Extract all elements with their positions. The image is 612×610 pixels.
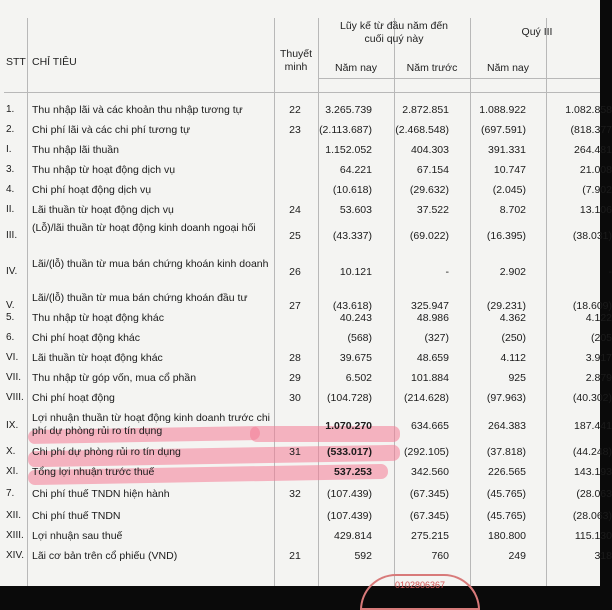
row-value-luy-ke-nam-nay: 64.221 — [340, 164, 372, 177]
row-value-quy-nam-truoc: 318 — [594, 550, 612, 563]
row-value-luy-ke-nam-nay: 10.121 — [340, 266, 372, 279]
header-luy-ke-line2: cuối quý này — [322, 33, 466, 46]
row-value-luy-ke-nam-nay: 1.070.270 — [325, 420, 372, 433]
row-value-quy-nam-truoc: 3.917 — [586, 352, 612, 365]
row-value-quy-nam-nay: (45.765) — [487, 488, 526, 501]
header-luy-ke-line1: Lũy kế từ đầu năm đến — [322, 20, 466, 33]
row-note: 32 — [276, 488, 314, 501]
row-value-quy-nam-nay: (16.395) — [487, 230, 526, 243]
row-name: Chi phí lãi và các chi phí tương tự — [32, 124, 272, 137]
row-value-quy-nam-nay: (2.045) — [493, 184, 526, 197]
row-stt: XIII. — [6, 530, 24, 543]
column-divider — [318, 18, 319, 586]
header-luy-ke — [322, 20, 466, 46]
row-note: 27 — [276, 300, 314, 313]
row-value-luy-ke-nam-truoc: - — [446, 266, 450, 279]
row-value-quy-nam-truoc: 115.130 — [575, 530, 612, 543]
row-note: 22 — [276, 104, 314, 117]
row-note: 26 — [276, 266, 314, 279]
header-thuyet-minh-line1: Thuyết — [276, 48, 316, 61]
row-value-luy-ke-nam-nay: 592 — [354, 550, 372, 563]
row-name: Chi phí hoạt động — [32, 392, 272, 405]
row-name: Tổng lợi nhuận trước thuế — [32, 466, 272, 479]
row-value-quy-nam-truoc: 143.193 — [574, 466, 612, 479]
row-value-quy-nam-nay: 226.565 — [488, 466, 526, 479]
row-stt: IX. — [6, 420, 18, 433]
row-value-quy-nam-nay: (45.765) — [487, 510, 526, 523]
row-value-quy-nam-truoc: 187.441 — [574, 420, 612, 433]
row-value-luy-ke-nam-nay: (10.618) — [333, 184, 372, 197]
row-name: Lãi cơ bản trên cổ phiếu (VND) — [32, 550, 272, 563]
column-divider — [274, 18, 275, 586]
row-stt: 2. — [6, 124, 14, 137]
row-value-quy-nam-nay: 4.112 — [501, 352, 527, 365]
row-stt: VII. — [6, 372, 21, 385]
row-note: 28 — [276, 352, 314, 365]
row-stt: 1. — [6, 104, 14, 117]
row-value-luy-ke-nam-nay: (107.439) — [327, 510, 372, 523]
row-value-quy-nam-nay: 264.383 — [488, 420, 526, 433]
row-value-quy-nam-nay: 10.747 — [494, 164, 526, 177]
row-stt: V. — [6, 300, 15, 313]
row-value-luy-ke-nam-truoc: 67.154 — [417, 164, 449, 177]
row-stt: II. — [6, 204, 14, 217]
header-stt: STT — [6, 56, 26, 69]
row-note: 23 — [276, 124, 314, 137]
row-stt: 3. — [6, 164, 14, 177]
header-nam-truoc: Năm trước — [396, 62, 468, 75]
row-value-quy-nam-nay: (37.818) — [487, 446, 526, 459]
row-stt: VI. — [6, 352, 18, 365]
row-value-quy-nam-truoc: - — [609, 266, 612, 279]
header-nam-nay: Năm nay — [320, 62, 392, 75]
row-value-luy-ke-nam-nay: (2.113.687) — [319, 124, 372, 137]
row-name: Thu nhập lãi và các khoản thu nhập tương tự — [32, 104, 272, 117]
row-value-quy-nam-nay: 1.088.922 — [479, 104, 526, 117]
row-value-quy-nam-truoc: (7.902 — [582, 184, 612, 197]
row-value-luy-ke-nam-nay: (107.439) — [327, 488, 372, 501]
row-value-luy-ke-nam-nay: 39.675 — [340, 352, 372, 365]
row-value-luy-ke-nam-nay: 537.253 — [334, 466, 372, 479]
row-value-quy-nam-truoc: (28.063 — [576, 488, 612, 501]
row-stt: III. — [6, 230, 17, 243]
row-name: Chi phí thuế TNDN hiện hành — [32, 488, 272, 501]
row-value-quy-nam-truoc: 13.106 — [580, 204, 612, 217]
column-divider — [394, 18, 395, 586]
column-divider — [546, 18, 547, 586]
row-stt: X. — [6, 446, 15, 459]
header-thuyet-minh-line2: minh — [276, 61, 316, 74]
row-value-quy-nam-truoc: (38.031) — [573, 230, 612, 243]
row-name: Chi phí thuế TNDN — [32, 510, 272, 523]
header-divider — [318, 78, 600, 79]
row-value-quy-nam-truoc: 2.879 — [586, 372, 612, 385]
row-stt: 5. — [6, 312, 14, 325]
header-thuyet-minh — [276, 48, 316, 74]
header-quy: Quý III — [474, 26, 600, 39]
row-value-luy-ke-nam-truoc: 2.872.851 — [402, 104, 449, 117]
header-chi-tieu: CHỈ TIÊU — [32, 56, 77, 69]
row-note: 24 — [276, 204, 314, 217]
row-name: Lãi thuần từ hoạt động dịch vụ — [32, 204, 272, 217]
row-value-quy-nam-truoc: (18.609) — [573, 300, 612, 313]
row-stt: 6. — [6, 332, 14, 345]
row-value-luy-ke-nam-truoc: 275.215 — [411, 530, 449, 543]
row-stt: IV. — [6, 266, 17, 279]
row-value-luy-ke-nam-nay: (104.728) — [327, 392, 372, 405]
row-note: 25 — [276, 230, 314, 243]
row-name: Chi phí hoạt động khác — [32, 332, 272, 345]
row-name: Thu nhập từ hoạt động khác — [32, 312, 272, 325]
header-nam-nay-quy: Năm nay — [472, 62, 544, 75]
row-value-luy-ke-nam-truoc: 48.659 — [417, 352, 449, 365]
row-value-luy-ke-nam-truoc: 101.884 — [411, 372, 449, 385]
row-value-quy-nam-nay: (29.231) — [487, 300, 526, 313]
row-value-quy-nam-nay: 2.902 — [500, 266, 526, 279]
stamp-text: 0102806367 — [395, 580, 445, 590]
row-value-luy-ke-nam-nay: 40.243 — [340, 312, 372, 325]
row-name: Lãi/(lỗ) thuần từ mua bán chứng khoán đầu tư — [32, 292, 272, 305]
row-name: Chi phí dự phòng rủi ro tín dụng — [32, 446, 272, 459]
row-value-luy-ke-nam-truoc: (29.632) — [410, 184, 449, 197]
row-value-quy-nam-truoc: 264.481 — [574, 144, 612, 157]
row-value-luy-ke-nam-nay: (533.017) — [327, 446, 372, 459]
row-name: Chi phí hoạt động dịch vụ — [32, 184, 272, 197]
row-value-luy-ke-nam-nay: (43.337) — [333, 230, 372, 243]
row-value-luy-ke-nam-nay: 3.265.739 — [325, 104, 372, 117]
row-value-quy-nam-nay: 249 — [508, 550, 526, 563]
row-value-luy-ke-nam-truoc: (67.345) — [410, 488, 449, 501]
row-value-luy-ke-nam-nay: (43.618) — [333, 300, 372, 313]
row-value-quy-nam-truoc: 4.122 — [586, 312, 612, 325]
row-value-luy-ke-nam-nay: 53.603 — [340, 204, 372, 217]
row-note: 30 — [276, 392, 314, 405]
row-value-quy-nam-nay: 8.702 — [500, 204, 526, 217]
row-stt: XII. — [6, 510, 21, 523]
row-note: 21 — [276, 550, 314, 563]
row-value-quy-nam-truoc: 1.082.858 — [565, 104, 612, 117]
row-value-quy-nam-truoc: (40.302) — [573, 392, 612, 405]
row-name: (Lỗ)/lãi thuần từ hoạt động kinh doanh ngoại hối — [32, 222, 272, 235]
row-value-quy-nam-truoc: (28.063) — [573, 510, 612, 523]
row-stt: I. — [6, 144, 12, 157]
row-name: Thu nhập lãi thuần — [32, 144, 272, 157]
row-value-quy-nam-nay: (97.963) — [487, 392, 526, 405]
row-value-luy-ke-nam-nay: 429.814 — [334, 530, 372, 543]
row-value-luy-ke-nam-truoc: (292.105) — [404, 446, 449, 459]
row-value-luy-ke-nam-truoc: 342.560 — [411, 466, 449, 479]
row-name: Lợi nhuận thuần từ hoạt động kinh doanh trước chi phí dự phòng rủi ro tín dụng — [32, 412, 272, 437]
row-value-luy-ke-nam-truoc: (69.022) — [410, 230, 449, 243]
row-value-luy-ke-nam-truoc: (327) — [424, 332, 449, 345]
row-value-quy-nam-truoc: (44.248) — [573, 446, 612, 459]
row-stt: 7. — [6, 488, 14, 501]
header-divider — [4, 92, 600, 93]
row-name: Thu nhập từ hoạt động dịch vụ — [32, 164, 272, 177]
row-stt: XI. — [6, 466, 18, 479]
column-divider — [470, 18, 471, 586]
row-value-luy-ke-nam-truoc: (67.345) — [410, 510, 449, 523]
row-value-quy-nam-nay: 925 — [508, 372, 526, 385]
row-name: Thu nhập từ góp vốn, mua cổ phần — [32, 372, 272, 385]
row-value-quy-nam-nay: (697.591) — [481, 124, 526, 137]
column-divider — [27, 18, 28, 586]
row-value-luy-ke-nam-truoc: 325.947 — [411, 300, 449, 313]
row-value-quy-nam-nay: (250) — [501, 332, 526, 345]
row-name: Lãi/(lỗ) thuần từ mua bán chứng khoán kinh doanh — [32, 258, 272, 271]
row-name: Lợi nhuận sau thuế — [32, 530, 272, 543]
row-note: 29 — [276, 372, 314, 385]
row-stt: 4. — [6, 184, 14, 197]
row-value-luy-ke-nam-nay: (568) — [347, 332, 372, 345]
row-value-luy-ke-nam-truoc: 48.986 — [417, 312, 449, 325]
row-value-luy-ke-nam-truoc: 404.303 — [411, 144, 449, 157]
row-value-quy-nam-truoc: (818.377 — [571, 124, 612, 137]
row-value-luy-ke-nam-truoc: (214.628) — [404, 392, 449, 405]
row-value-luy-ke-nam-truoc: (2.468.548) — [395, 124, 449, 137]
row-stt: XIV. — [6, 550, 24, 563]
row-note: 31 — [276, 446, 314, 459]
row-value-luy-ke-nam-nay: 6.502 — [346, 372, 372, 385]
row-stt: VIII. — [6, 392, 24, 405]
row-value-quy-nam-nay: 4.362 — [500, 312, 526, 325]
row-value-luy-ke-nam-truoc: 634.665 — [411, 420, 449, 433]
row-value-luy-ke-nam-truoc: 760 — [431, 550, 449, 563]
row-value-quy-nam-truoc: 21.008 — [580, 164, 612, 177]
company-stamp — [360, 574, 480, 610]
row-value-quy-nam-truoc: (205 — [591, 332, 612, 345]
row-value-quy-nam-nay: 180.800 — [488, 530, 526, 543]
row-name: Lãi thuần từ hoạt động khác — [32, 352, 272, 365]
row-value-luy-ke-nam-nay: 1.152.052 — [325, 144, 372, 157]
row-value-quy-nam-nay: 391.331 — [488, 144, 526, 157]
row-value-luy-ke-nam-truoc: 37.522 — [417, 204, 449, 217]
